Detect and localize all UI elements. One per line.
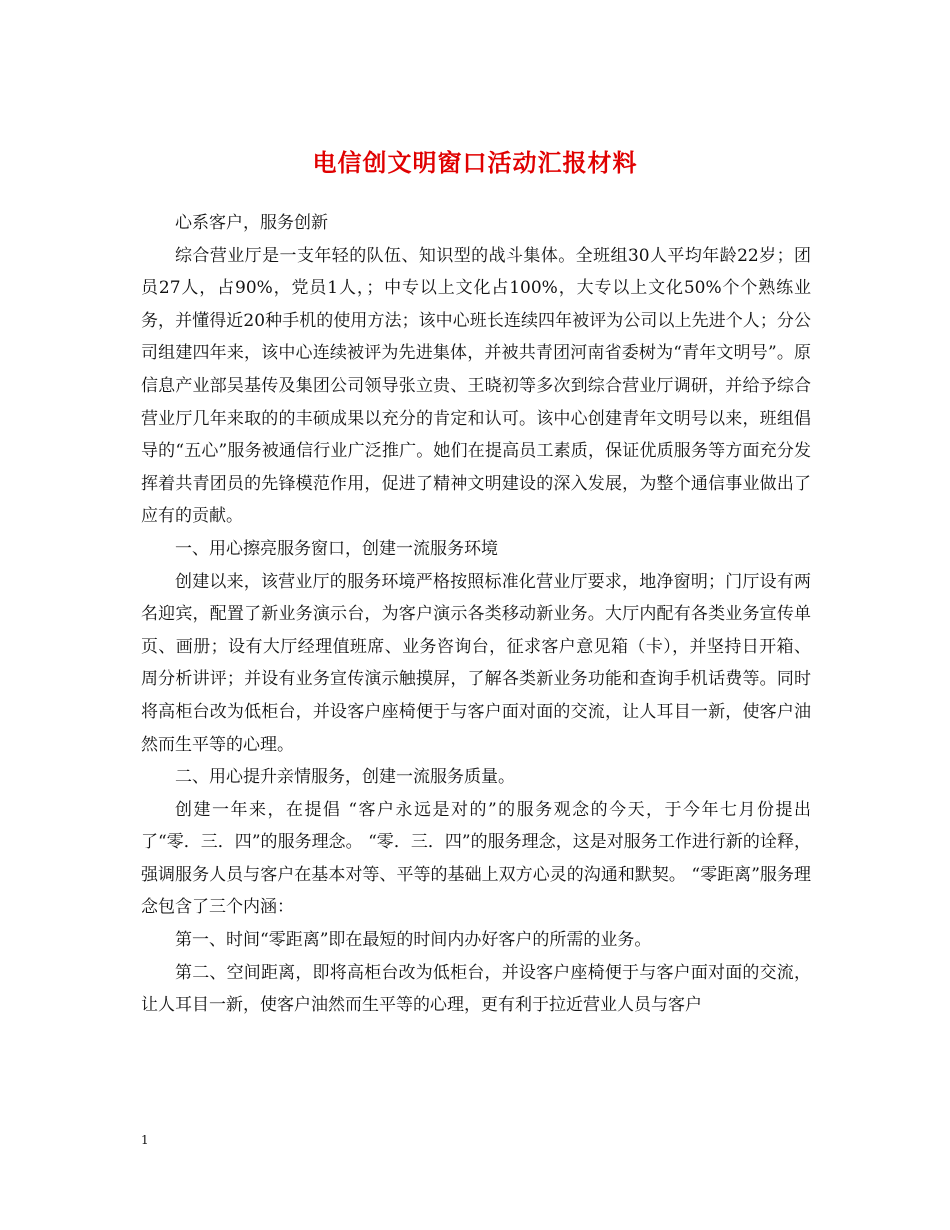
- paragraph: 第一、时间“零距离”即在最短的时间内办好客户的所需的业务。: [175, 930, 652, 951]
- section-heading: 二、用心提升亲情服务，创建一流服务质量。: [175, 767, 515, 788]
- section-heading: 一、用心擦亮服务窗口，创建一流服务环境: [175, 538, 498, 559]
- document-title: 电信创文明窗口活动汇报材料: [312, 148, 638, 178]
- paragraph: 综合营业厅是一支年轻的队伍、知识型的战斗集体。全班组30人平均年龄22岁；团员27人，占90%，党员1人，；中专以上文化占100%，大专以上文化50%个个熟练业务，并懂得近20种手机的使用方法；该中心班长连续四年被评为公司以上先进个人；分公司组建四年来，该中心连续被评为先进集体，并被共青团河南省委树为“青年文明号”。原信息产业部吴基传及集团公司领导张立贵、王晓初等多次到综合营业厅调研，并给予综合营业厅几年来取的的丰硕成果以充分的肯定和认可。该中心创建青年文明号以来，班组倡导的“五心”服务被通信行业广泛推广。她们在提高员工素质，保证优质服务等方面充分发挥着共青团员的先锋模范作用，促进了精神文明建设的深入发展，为整个通信事业做出了应有的贡献。: [141, 245, 811, 527]
- page-number: 1: [141, 1133, 149, 1147]
- paragraph: 心系客户，服务创新: [175, 213, 328, 233]
- paragraph: 创建一年来，在提倡 “客户永远是对的”的服务观念的今天，于今年七月份提出了“零．三．四”的服务理念。 “零．三．四”的服务理念，这是对服务工作进行新的诠释，强调服务人员与客户在基本对等、平等的基础上双方心灵的沟通和默契。 “零距离”服务理念包含了三个内涵：: [141, 799, 811, 918]
- paragraph: 创建以来，该营业厅的服务环境严格按照标准化营业厅要求，地净窗明；门厅设有两名迎宾，配置了新业务演示台，为客户演示各类移动新业务。大厅内配有各类业务宣传单页、画册；设有大厅经理值班席、业务咨询台，征求客户意见箱（卡），并坚持日开箱、周分析讲评；并设有业务宣传演示触摸屏，了解各类新业务功能和查询手机话费等。同时将高柜台改为低柜台，并设客户座椅便于与客户面对面的交流，让人耳目一新，使客户油然而生平等的心理。: [141, 571, 811, 755]
- paragraph: 第二、空间距离，即将高柜台改为低柜台，并设客户座椅便于与客户面对面的交流，让人耳目一新，使客户油然而生平等的心理，更有利于拉近营业人员与客户: [141, 962, 811, 1016]
- document-body: [141, 207, 811, 1022]
